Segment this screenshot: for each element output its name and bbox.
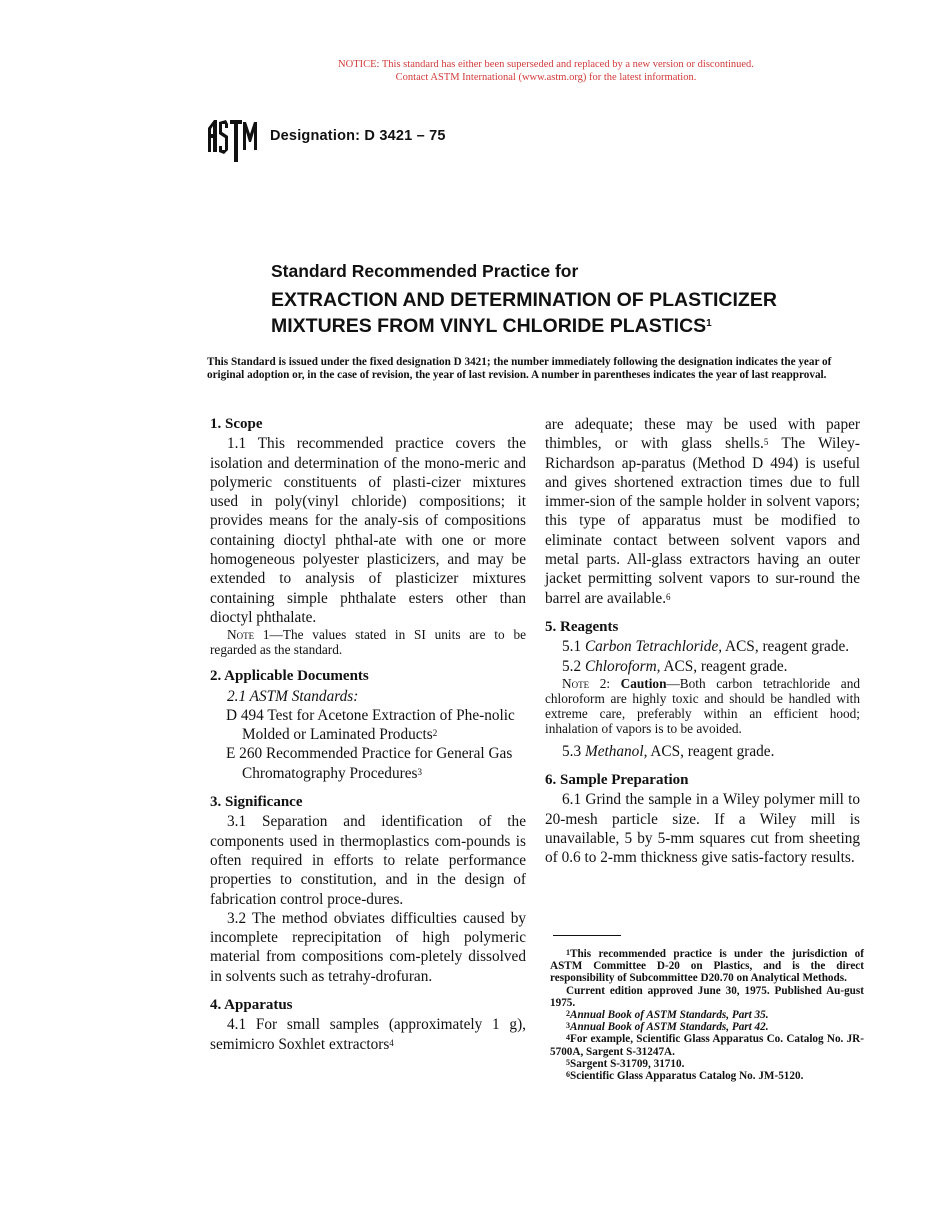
apparatus-paragraph-continued: are adequate; these may be used with paper thimbles, or with glass shells.$^5$ The Wiley-Richardson ap-paratus (Method D 494) is useful and gives shortened extraction times due to full immer-sion of the sample holder in solvent vapors; this type of apparatus must be modified to eliminate contact between solvent vapors and metal parts. All-glass extractors having an outer jacket permitting solvent vapors to sur-round the barrel are available.$^6$ bbox=[545, 416, 860, 607]
standard-issuance-note: This Standard is issued under the fixed designation D 3421; the number immediately following the designation indicates the year of original adoption or, in the case of revision, the year of last revision. A number in parentheses indicates the year of last reapproval. bbox=[207, 356, 832, 381]
note-2-caution: Note 2: Caution—Both carbon tetrachloride and chloroform are highly toxic and should be handled with extreme care, preferably within an efficient hood; inhalation of vapors is to be avoided. bbox=[545, 675, 860, 736]
scope-heading: 1. Scope bbox=[210, 416, 263, 432]
notice-line-1: NOTICE: This standard has either been superseded and replaced by a new version or discontinued. bbox=[338, 59, 754, 70]
footnote-divider bbox=[553, 935, 621, 936]
astm-logo bbox=[206, 118, 258, 164]
apparatus-heading: 4. Apparatus bbox=[210, 997, 293, 1014]
note-1: Note 1—The values stated in SI units are to be regarded as the standard. bbox=[210, 627, 526, 658]
applicable-documents-heading: 2. Applicable Documents bbox=[210, 668, 369, 685]
significance-paragraph-1: 3.1 Separation and identification of the components used in thermoplastics com-pounds is often required in efforts to relate performance properties to constitution, and in the design of fabrication control proce-dures. bbox=[210, 813, 526, 908]
sample-preparation-paragraph: 6.1 Grind the sample in a Wiley polymer mill to 20-mesh particle size. If a Wiley mill is unavailable, 5 by 5-mm squares cut from sheeting of 0.6 to 2-mm thickness give satis-factory results. bbox=[545, 791, 860, 867]
left-column bbox=[210, 415, 526, 1054]
designation: Designation: D 3421 – 75 bbox=[270, 128, 446, 144]
footnote-3: $^3$Annual Book of ASTM Standards, Part 42. bbox=[566, 1021, 769, 1034]
footnote-6: $^6$Scientific Glass Apparatus Catalog No. JM-5120. bbox=[566, 1070, 804, 1083]
significance-paragraph-2: 3.2 The method obviates difficulties caused by incomplete reprecipitation of high polymeric material from compositions com-pletely dissolved in solvents such as tetrahy-drofuran. bbox=[210, 909, 526, 985]
reagent-chloroform: 5.2 Chloroform, ACS, reagent grade. bbox=[562, 657, 788, 675]
sample-preparation-heading: 6. Sample Preparation bbox=[545, 772, 689, 789]
apparatus-paragraph-start: 4.1 For small samples (approximately 1 g), semimicro Soxhlet extractors$^4$ bbox=[210, 1016, 526, 1053]
title-line-1: Standard Recommended Practice for bbox=[271, 261, 579, 281]
footnote-1-approval: Current edition approved June 30, 1975. Published Au-gust 1975. bbox=[550, 984, 864, 1009]
reference-e260: E 260 Recommended Practice for General Gas Chromatography Procedures$^3$ bbox=[226, 745, 513, 782]
footnote-4: $^4$For example, Scientific Glass Apparatus Co. Catalog No. JR-5700A, Sargent S-31247A. bbox=[550, 1033, 864, 1058]
reagent-methanol: 5.3 Methanol, ACS, reagent grade. bbox=[562, 742, 775, 760]
footnote-1: $^1$This recommended practice is under the jurisdiction of ASTM Committee D-20 on Plastics, and is the direct responsibility of Subcommittee D20.70 on Analytical Methods. bbox=[550, 948, 864, 985]
title-footnote-mark: 1 bbox=[706, 318, 712, 329]
reagents-heading: 5. Reagents bbox=[545, 618, 619, 635]
scope-paragraph: 1.1 This recommended practice covers the isolation and determination of the mono-meric and polymeric constituents of plasti-cizer mixtures used in poly(vinyl chloride) compositions; it provides means for the analy-sis of compositions containing dioctyl phthal-ate with one or more homogeneous polyester plasticizers, and may be extended to analysis of plasticizer mixtures containing simple phthalate esters other than dioctyl phthalate. bbox=[210, 435, 526, 626]
footnote-5: $^5$Sargent S-31709, 31710. bbox=[566, 1057, 685, 1070]
footnotes bbox=[550, 948, 864, 1082]
main-title bbox=[271, 287, 777, 339]
reference-d494: D 494 Test for Acetone Extraction of Phe-nolic Molded or Laminated Products$^2$ bbox=[226, 706, 515, 744]
footnote-2: $^2$Annual Book of ASTM Standards, Part 35. bbox=[566, 1009, 769, 1022]
right-column bbox=[545, 415, 860, 868]
reagent-carbon-tetrachloride: 5.1 Carbon Tetrachloride, ACS, reagent grade. bbox=[562, 638, 850, 656]
title-line-2: EXTRACTION AND DETERMINATION OF PLASTICIZER bbox=[271, 289, 777, 311]
notice-line-2: Contact ASTM International (www.astm.org) for the latest information. bbox=[395, 72, 697, 83]
title-line-3: MIXTURES FROM VINYL CHLORIDE PLASTICS$^1$ bbox=[271, 315, 712, 337]
astm-standards-label: 2.1 ASTM Standards: bbox=[227, 687, 359, 705]
significance-heading: 3. Significance bbox=[210, 794, 303, 811]
supersession-notice bbox=[0, 58, 950, 84]
